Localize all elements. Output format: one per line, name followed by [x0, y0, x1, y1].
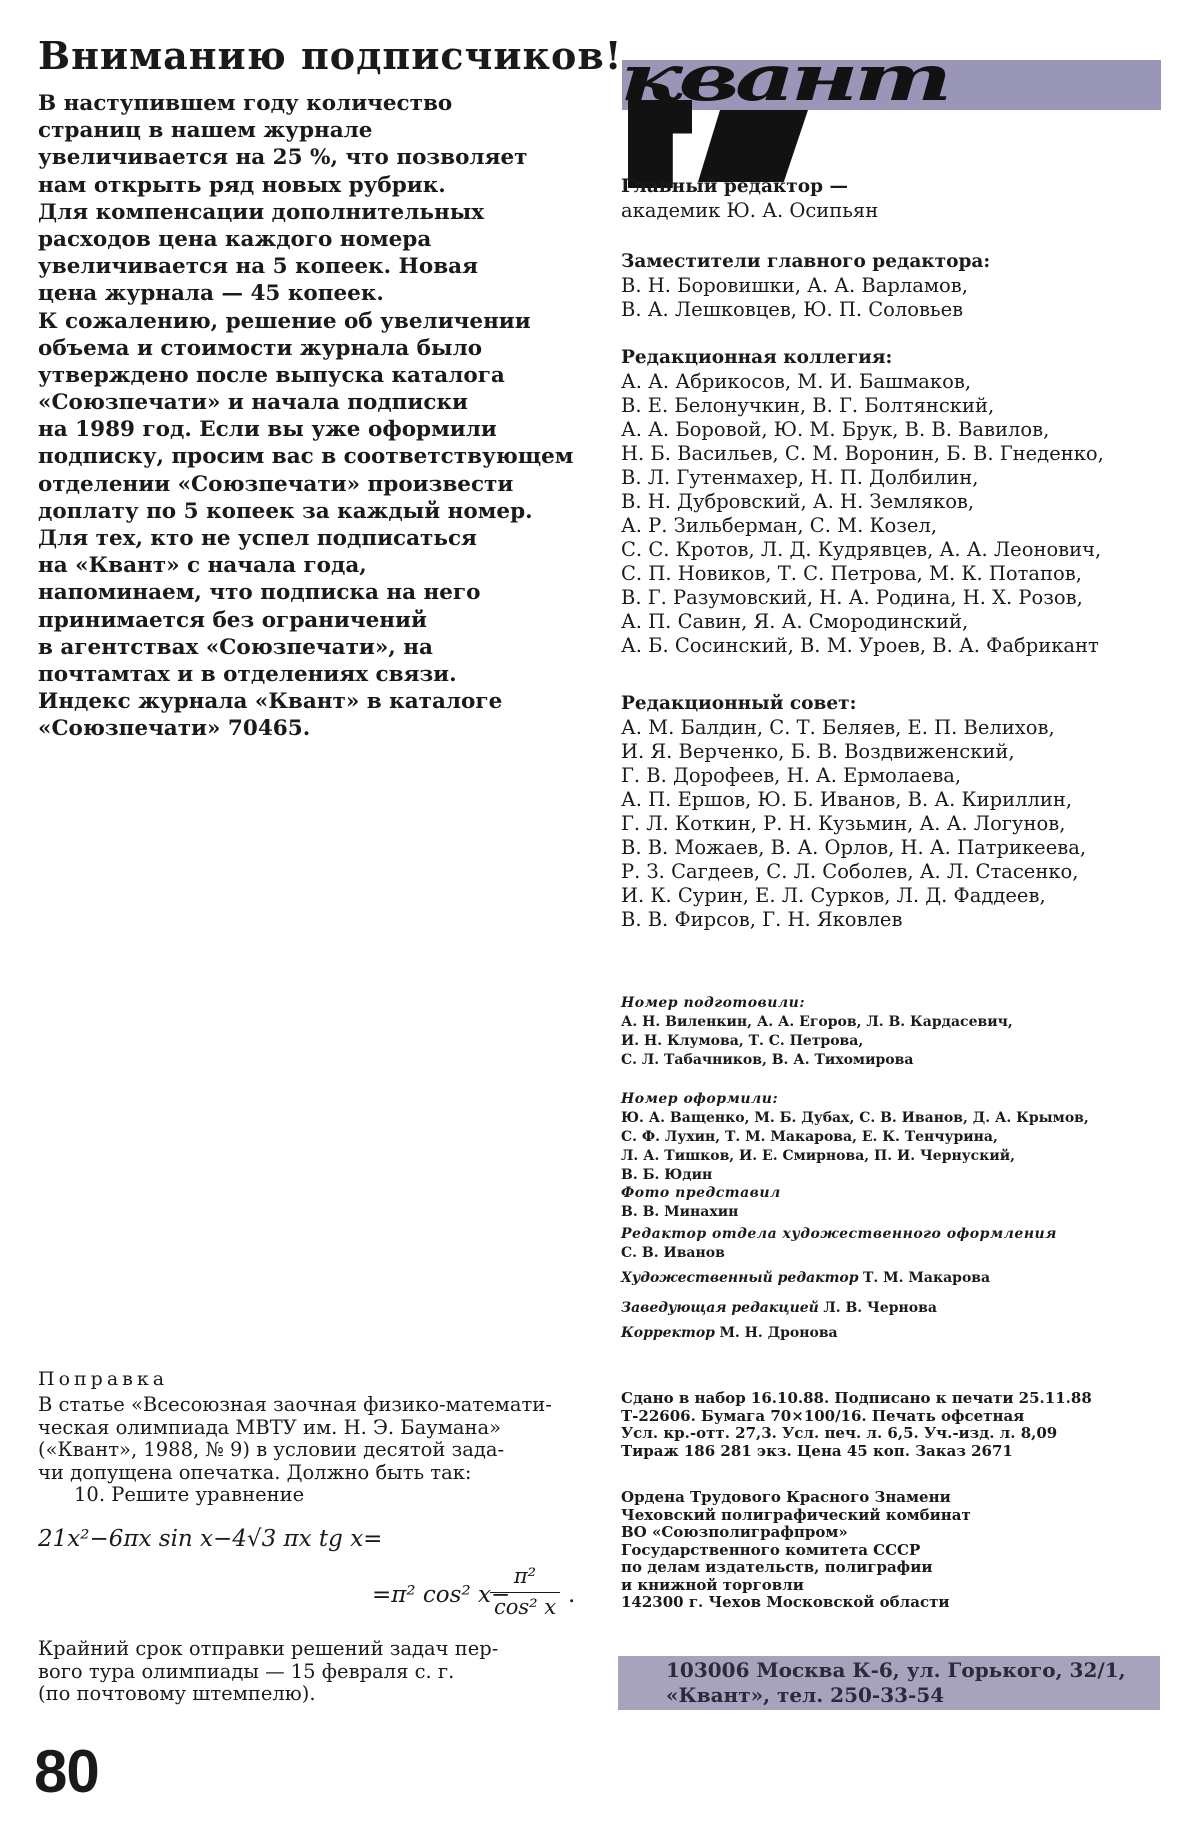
editorial-board-line: В. Е. Белонучкин, В. Г. Болтянский,: [621, 394, 995, 417]
notice-title: Вниманию подписчиков!: [38, 33, 623, 78]
editorial-council-line: Р. З. Сагдеев, С. Л. Соболев, А. Л. Стасенко,: [621, 860, 1079, 883]
correction-line: чи допущена опечатка. Должно быть так:: [38, 1460, 472, 1484]
print-info-line: Усл. кр.-отт. 27,3. Усл. печ. л. 6,5. Уч.-изд. л. 8,09: [621, 1424, 1058, 1442]
notice-line: на «Квант» с начала года,: [38, 553, 367, 579]
print-info-line: Т-22606. Бумага 70×100/16. Печать офсетная: [621, 1406, 1025, 1425]
correction-line: В статье «Всесоюзная заочная физико-математи-: [38, 1393, 552, 1416]
notice-line: отделении «Союзпечати» произвести: [38, 471, 514, 497]
equation-rhs: [372, 1560, 602, 1630]
designed-by-line: Ю. А. Ващенко, М. Б. Дубах, С. В. Иванов, Д. А. Крымов,: [621, 1110, 1089, 1126]
proofreader-name: М. Н. Дронова: [719, 1325, 838, 1341]
notice-line: в агентствах «Союзпечати», на: [38, 634, 433, 660]
print-info-line: Сдано в набор 16.10.88. Подписано к печати 25.11.88: [621, 1389, 1092, 1407]
editorial-council-line: И. К. Сурин, Е. Л. Сурков, Л. Д. Фаддеев,: [621, 884, 1046, 907]
editorial-board-line: А. Р. Зильберман, С. М. Козел,: [621, 514, 938, 537]
photo-credit-heading: Фото представил: [621, 1185, 781, 1201]
notice-line: подписку, просим вас в соответствующем: [38, 444, 574, 470]
editorial-council-line: В. В. Можаев, В. А. Орлов, Н. А. Патрикеева,: [621, 836, 1087, 859]
correction-body: [38, 1394, 598, 1507]
notice-line: увеличивается на 5 копеек. Новая: [38, 254, 478, 280]
photo-credit: [621, 1184, 1166, 1222]
printer-info: [621, 1489, 1166, 1612]
equation-end: .: [568, 1582, 576, 1608]
fraction-numerator: π²: [490, 1560, 560, 1593]
art-editor-role: Художественный редактор: [621, 1270, 859, 1286]
editorial-board-line: С. С. Кротов, Л. Д. Кудрявцев, А. А. Леонович,: [621, 538, 1102, 561]
editorial-council-line: Г. В. Дорофеев, Н. А. Ермолаева,: [621, 764, 962, 787]
editorial-council-line: Г. Л. Коткин, Р. Н. Кузьмин, А. А. Логунов,: [621, 812, 1066, 835]
editorial-board-line: А. П. Савин, Я. А. Смородинский,: [621, 610, 969, 633]
proofreader: [621, 1322, 1166, 1343]
editorial-council-line: В. В. Фирсов, Г. Н. Яковлев: [621, 908, 903, 931]
notice-line: страниц в нашем журнале: [38, 118, 373, 144]
printer-line: Государственного комитета СССР: [621, 1540, 921, 1559]
printer-line: ВО «Союзполиграфпром»: [621, 1523, 848, 1541]
notice-line: утверждено после выпуска каталога: [38, 362, 505, 388]
editorial-board-line: А. А. Боровой, Ю. М. Брук, В. В. Вавилов,: [621, 418, 1050, 441]
deadline-line: Крайний срок отправки решений задач пер-: [38, 1637, 499, 1660]
deputy-editors: [621, 250, 1166, 322]
notice-line: нам открыть ряд новых рубрик.: [38, 172, 446, 198]
deadline-line: (по почтовому штемпелю).: [38, 1682, 316, 1705]
notice-line: на 1989 год. Если вы уже оформили: [38, 417, 497, 443]
notice-line: цена журнала — 45 копеек.: [38, 281, 384, 307]
notice-line: принимается без ограничений: [38, 607, 427, 633]
printer-line: 142300 г. Чехов Московской области: [621, 1593, 950, 1611]
chief-editor-heading: Главный редактор —: [621, 176, 848, 197]
prepared-by-line: А. Н. Виленкин, А. А. Егоров, Л. В. Кардасевич,: [621, 1014, 1013, 1030]
editorial-board-line: А. А. Абрикосов, М. И. Башмаков,: [621, 370, 972, 393]
editorial-board: [621, 346, 1166, 658]
editorial-council: [621, 692, 1166, 932]
logo-word: квант: [620, 41, 948, 116]
logo-k-arm: [698, 110, 808, 182]
address-box: [618, 1656, 1160, 1710]
correction-line: ческая олимпиада МВТУ им. Н. Э. Баумана»: [38, 1415, 502, 1439]
notice-line: расходов цена каждого номера: [38, 226, 432, 252]
kvant-logo: [620, 40, 948, 155]
notice-line: Для тех, кто не успел подписаться: [38, 526, 477, 551]
notice-line: «Союзпечати» 70465.: [38, 716, 311, 742]
art-dept-editor: [621, 1225, 1166, 1263]
photo-credit-name: В. В. Минахин: [621, 1204, 739, 1220]
notice-line: увеличивается на 25 %, что позволяет: [38, 145, 528, 171]
printer-line: и книжной торговли: [621, 1575, 804, 1594]
prepared-by-heading: Номер подготовили:: [621, 995, 806, 1011]
editorial-council-heading: Редакционный совет:: [621, 693, 857, 714]
notice-line: К сожалению, решение об увеличении: [38, 308, 531, 334]
chief-editor-name: академик Ю. А. Осипьян: [621, 199, 879, 222]
correction-task: 10. Решите уравнение: [74, 1483, 305, 1506]
editorial-board-line: В. Н. Дубровский, А. Н. Земляков,: [621, 490, 975, 513]
page-number: 80: [34, 1738, 99, 1805]
editorial-board-line: С. П. Новиков, Т. С. Петрова, М. К. Потапов,: [621, 562, 1082, 585]
printer-line: по делам издательств, полиграфии: [621, 1558, 933, 1576]
designed-by-heading: Номер оформили:: [621, 1091, 779, 1107]
editorial-council-line: А. П. Ершов, Ю. Б. Иванов, В. А. Кириллин,: [621, 788, 1073, 811]
notice-line: Индекс журнала «Квант» в каталоге: [38, 689, 503, 715]
notice-line: напоминаем, что подписка на него: [38, 580, 481, 606]
address-line: «Квант», тел. 250-33-54: [666, 1683, 945, 1707]
notice-line: почтамтах и в отделениях связи.: [38, 661, 457, 687]
prepared-by: [621, 994, 1166, 1070]
print-info: [621, 1390, 1166, 1460]
correction-heading: Поправка: [38, 1368, 169, 1390]
managing-editor: [621, 1297, 1166, 1318]
deputy-editors-line: В. А. Лешковцев, Ю. П. Соловьев: [621, 298, 964, 321]
art-editor: [621, 1267, 1166, 1288]
notice-line: Для компенсации дополнительных: [38, 199, 485, 225]
art-dept-editor-heading: Редактор отдела художественного оформления: [621, 1226, 1057, 1242]
designed-by-line: В. Б. Юдин: [621, 1167, 713, 1183]
editorial-council-line: И. Я. Верченко, Б. В. Воздвиженский,: [621, 740, 1015, 763]
prepared-by-line: И. Н. Клумова, Т. С. Петрова,: [621, 1033, 864, 1049]
chief-editor: [621, 175, 1166, 223]
managing-editor-name: Л. В. Чернова: [823, 1300, 937, 1316]
notice-line: объема и стоимости журнала было: [38, 335, 483, 361]
editorial-board-heading: Редакционная коллегия:: [621, 347, 893, 368]
managing-editor-role: Заведующая редакцией: [621, 1300, 819, 1316]
equation-rhs-text: =π² cos² x−: [372, 1582, 511, 1608]
editorial-board-line: А. Б. Сосинский, В. М. Уроев, В. А. Фабрикант: [621, 634, 1099, 657]
equation-lhs: 21x²−6πx sin x−4√3 πx tg x=: [38, 1526, 383, 1552]
printer-line: Чеховский полиграфический комбинат: [621, 1505, 971, 1524]
proofreader-role: Корректор: [621, 1325, 715, 1341]
notice-body: [38, 90, 598, 743]
equation-fraction: [490, 1560, 560, 1621]
designed-by-line: Л. А. Тишков, И. Е. Смирнова, П. И. Чернуский,: [621, 1148, 1015, 1164]
designed-by-line: С. Ф. Лухин, Т. М. Макарова, Е. К. Тенчурина,: [621, 1129, 998, 1145]
editorial-board-line: В. Л. Гутенмахер, Н. П. Долбилин,: [621, 466, 979, 489]
prepared-by-line: С. Л. Табачников, В. А. Тихомирова: [621, 1052, 914, 1068]
correction-line: («Квант», 1988, № 9) в условии десятой зада-: [38, 1438, 505, 1461]
printer-line: Ордена Трудового Красного Знамени: [621, 1488, 951, 1506]
address-line: 103006 Москва К-6, ул. Горького, 32/1,: [666, 1658, 1126, 1682]
editorial-council-line: А. М. Балдин, С. Т. Беляев, Е. П. Велихов,: [621, 716, 1055, 739]
notice-line: «Союзпечати» и начала подписки: [38, 390, 468, 416]
editorial-board-line: В. Г. Разумовский, Н. А. Родина, Н. Х. Розов,: [621, 586, 1083, 609]
deadline-note: [38, 1638, 598, 1706]
print-info-line: Тираж 186 281 экз. Цена 45 коп. Заказ 2671: [621, 1441, 1013, 1460]
notice-line: В наступившем году количество: [38, 91, 453, 116]
editorial-board-line: Н. Б. Васильев, С. М. Воронин, Б. В. Гнеденко,: [621, 442, 1104, 465]
art-dept-editor-name: С. В. Иванов: [621, 1245, 725, 1261]
fraction-denominator: cos² x: [493, 1595, 557, 1619]
deputy-editors-heading: Заместители главного редактора:: [621, 251, 991, 272]
deputy-editors-line: В. Н. Боровишки, А. А. Варламов,: [621, 274, 968, 297]
deadline-line: вого тура олимпиады — 15 февраля с. г.: [38, 1659, 455, 1683]
designed-by: [621, 1090, 1166, 1185]
art-editor-name: Т. М. Макарова: [863, 1270, 991, 1286]
notice-line: доплату по 5 копеек за каждый номер.: [38, 498, 533, 524]
